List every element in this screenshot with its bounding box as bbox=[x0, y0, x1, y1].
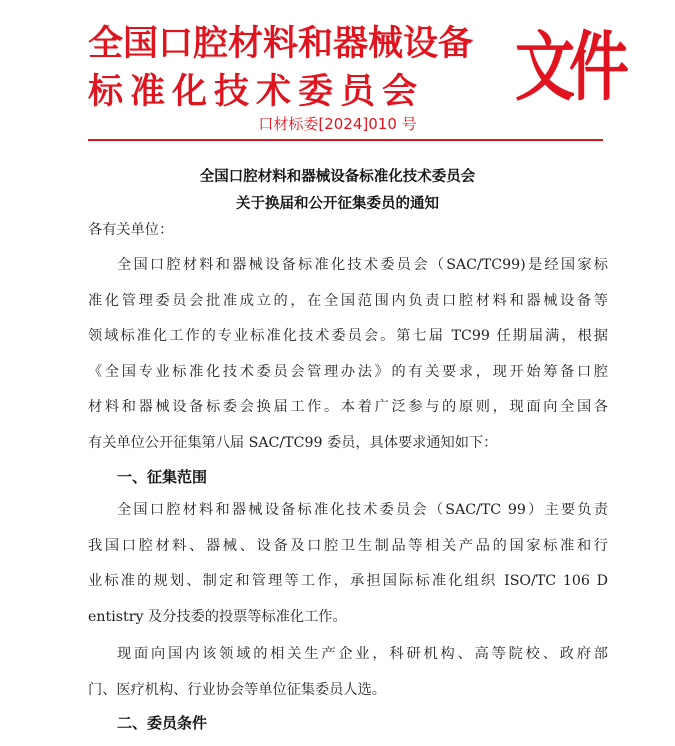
text-line: 材料和器械设备标委会换届工作。本着广泛参与的原则，现面向全国各 bbox=[88, 399, 608, 415]
text-line: 领域标准化工作的专业标准化技术委员会。第七届 TC99 任期届满，根据 bbox=[88, 328, 608, 344]
text-line: 全国口腔材料和器械设备标准化技术委员会（SAC/TC 99）主要负责 bbox=[117, 502, 608, 518]
paragraph-scope bbox=[88, 493, 608, 635]
org-name-line2: 标准化技术委员会 bbox=[88, 72, 425, 112]
letterhead-org-name bbox=[88, 20, 508, 116]
notice-title-line1: 全国口腔材料和器械设备标准化技术委员会 bbox=[199, 169, 476, 185]
text-line: 《全国专业标准化技术委员会管理办法》的有关要求，现开始筹备口腔 bbox=[88, 363, 608, 380]
section-heading-conditions: 二、委员条件 bbox=[117, 714, 208, 732]
text-line: 全国口腔材料和器械设备标准化技术委员会（SAC/TC99)是经国家标 bbox=[117, 257, 608, 273]
text-line: 现面向国内该领域的相关生产企业，科研机构、高等院校、政府部 bbox=[117, 646, 608, 662]
text-line: 准化管理委员会批准成立的，在全国范围内负责口腔材料和器械设备等 bbox=[88, 292, 608, 309]
text-line: 门、医疗机构、行业协会等单位征集委员人选。 bbox=[88, 681, 386, 698]
text-line: 有关单位公开征集第八届 SAC/TC99 委员，具体要求通知如下： bbox=[88, 434, 498, 451]
text-line: entistry 及分技委的投票等标准化工作。 bbox=[88, 608, 347, 625]
notice-title-line2: 关于换届和公开征集委员的通知 bbox=[236, 196, 439, 212]
section-heading-scope: 一、征集范围 bbox=[117, 468, 208, 486]
document-number: 口材标委[2024]010 号 bbox=[258, 115, 417, 133]
letterhead-wenjian: 文件 bbox=[515, 24, 623, 112]
paragraph-candidates bbox=[88, 637, 608, 708]
red-divider bbox=[88, 139, 603, 141]
text-line: 我国口腔材料、器械、设备及口腔卫生制品等相关产品的国家标准和行 bbox=[88, 537, 608, 554]
text-line: 业标准的规划、制定和管理等工作，承担国际标准化组织 ISO/TC 106 D bbox=[88, 573, 608, 589]
paragraph-intro bbox=[88, 248, 608, 461]
salutation: 各有关单位： bbox=[88, 222, 174, 238]
org-name-line1: 全国口腔材料和器械设备 bbox=[88, 24, 474, 64]
